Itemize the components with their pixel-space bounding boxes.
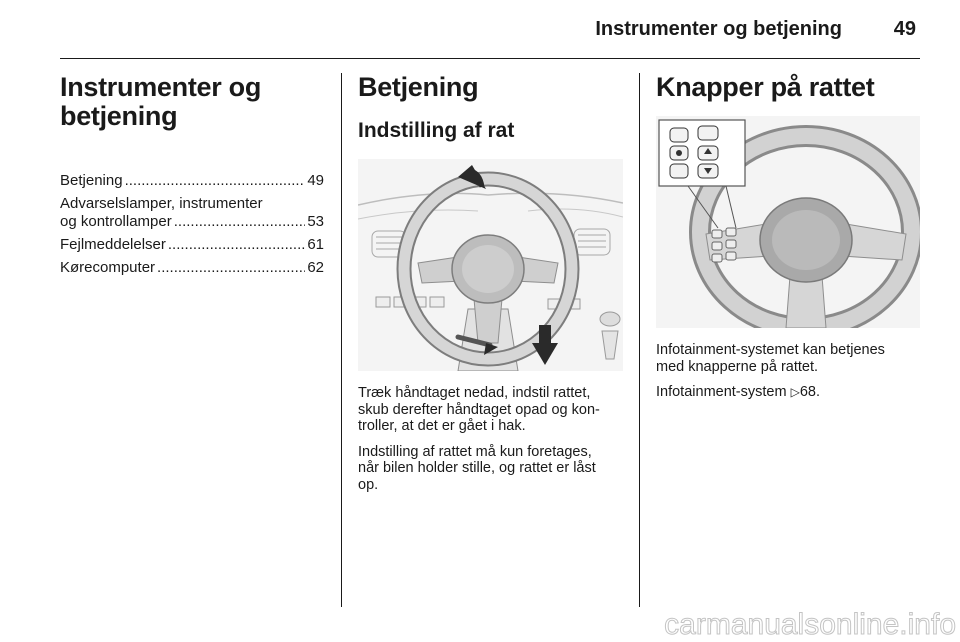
toc-entry-page: 49 [307,172,324,189]
toc-entry-label: og kontrollamper [60,213,172,230]
toc-leader-dots [174,213,306,231]
reference-arrow-icon[interactable]: ▷ [790,385,800,399]
toc-entry-fejlmeddelelser[interactable] [60,236,324,254]
toc-column [60,73,324,282]
paragraph-line: når bilen holder stille, og rattet er låst [358,460,596,476]
toc-entry-korecomputer[interactable] [60,259,324,277]
watermark [560,602,960,642]
column-divider-1 [341,73,342,607]
paragraph-line: op. [358,476,379,493]
toc-entry-advarselslamper[interactable] [60,195,324,231]
subsection-title-indstilling: Indstilling af rat [358,119,515,142]
paragraph-line: med knapperne på rattet. [656,358,819,375]
header-title: Instrumenter og betjening [595,18,842,40]
steering-wheel-buttons-illustration [656,116,920,328]
paragraph-line: troller, at det er gået i hak. [358,418,526,434]
watermark-text: carmanualsonline.info [664,608,956,641]
toc-entry-page: 62 [307,259,324,276]
toc-entry-label-line1: Advarselslamper, instrumenter [60,195,263,212]
knapper-paragraph-1 [656,342,920,375]
toc-leader-dots [125,172,306,190]
toc-entry-betjening[interactable] [60,172,324,190]
column-divider-2 [639,73,640,607]
reference-page-link[interactable]: 68. [799,384,820,400]
page-number: 49 [893,18,916,40]
paragraph-line: Indstilling af rattet må kun foretages, [358,443,592,460]
betjening-paragraph-1 [358,385,623,435]
toc-leader-dots [157,259,305,277]
betjening-column [358,73,623,493]
section-title-knapper: Knapper på rattet [656,72,875,102]
paragraph-line: Træk håndtaget nedad, indstil rattet, [358,385,591,401]
section-title-betjening: Betjening [358,72,479,102]
toc-entry-page: 61 [307,236,324,253]
paragraph-line: Infotainment-systemet kan betjenes [656,342,885,358]
reference-text: Infotainment-system [656,384,787,400]
paragraph-line: skub derefter håndtaget opad og kon- [358,401,600,418]
toc-title-line2: betjening [60,101,178,131]
toc-entry-label: Betjening [60,172,123,189]
toc-entry-label: Kørecomputer [60,259,156,276]
knapper-column [656,73,920,401]
toc-list [60,172,324,277]
toc-title-line1: Instrumenter og [60,72,262,102]
toc-entry-page: 53 [307,213,324,230]
toc-leader-dots [168,236,305,254]
toc-title [60,73,324,131]
knapper-reference [656,384,920,401]
steering-adjust-illustration [358,159,623,371]
toc-entry-label: Fejlmeddelelser [60,236,166,253]
betjening-paragraph-2 [358,444,623,494]
header-divider [60,58,920,59]
